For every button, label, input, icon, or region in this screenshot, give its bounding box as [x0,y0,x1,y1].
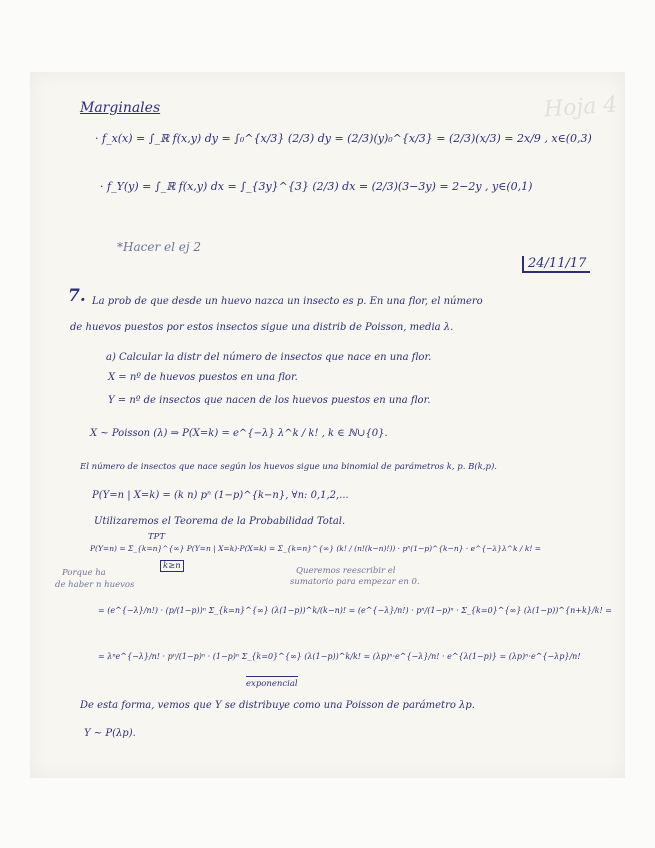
equation-reindex: = (e^{−λ}/n!) · (p/(1−p))ⁿ Σ_{k=n}^{∞} (λ(1−p))^k/(k−n)! = (e^{−λ}/n!) · pⁿ/(1−p)ⁿ · Σ_{k=0}^{∞} (λ(1−p))^{n+k}/k! = [98,606,612,615]
marginal-fy-line: · f_Y(y) = ∫_ℝ f(x,y) dx = ∫_{3y}^{3} (2/3) dx = (2/3)(3−3y) = 2−2y , y∈(0,1) [100,180,533,193]
problem-statement-line-1: La prob de que desde un huevo nazca un insecto es p. En una flor, el número [92,296,483,307]
equation-1-text: P(Y=n) = Σ_{k=n}^{∞} P(Y=n | X=k)·P(X=k) = Σ_{k=n}^{∞} (k! / (n!(k−n)!)) · pⁿ(1−p)^{k−n} · e^{−λ}λ^k / k! = [90,544,542,553]
note-hacer-ej2: *Hacer el ej 2 [117,240,202,254]
definition-x: X = nº de huevos puestos en una flor. [108,372,298,383]
binomial-statement: El número de insectos que nace según los huevos sigue una binomial de parámetros k, p. B(k,p). [80,462,497,472]
tpt-label: TPT [148,532,166,542]
total-probability-line: Utilizaremos el Teorema de la Probabilidad Total. [94,516,346,527]
margin-note-line-1: Porque ha [62,568,106,578]
equation-result: = λⁿe^{−λ}/n! · pⁿ/(1−p)ⁿ · (1−p)ⁿ Σ_{k=0}^{∞} (λ(1−p))^k/k! = (λp)ⁿ·e^{−λ}/n! · e^{λ(1−p)} = (λp)ⁿ·e^{−λp}/n! [98,652,581,661]
equation-total-probability [10,544,645,553]
part-a: a) Calcular la distr del número de insectos que nace en una flor. [106,352,432,363]
exponencial-brace-label: exponencial [246,676,298,689]
problem-number: 7. [68,286,86,306]
definition-y: Y = nº de insectos que nacen de los huevos puestos en una flor. [108,395,431,406]
problem-statement-line-2: de huevos puestos por estos insectos sigue una distrib de Poisson, media λ. [70,322,454,333]
poisson-pmf-line: X ~ Poisson (λ) ⇒ P(X=k) = e^{−λ} λ^k / k! , k ∈ ℕ∪{0}. [90,428,388,439]
reindex-note-line-2: sumatorio para empezar en 0. [290,577,420,587]
date-stamp: 24/11/17 [522,256,590,273]
conditional-probability-line: P(Y=n | X=k) = (k n) pⁿ (1−p)^{k−n}, ∀n: 0,1,2,... [92,490,349,501]
margin-note-line-2: de haber n huevos [55,580,135,590]
final-result: Y ~ P(λp). [84,728,136,739]
k-ge-n-box: k≥n [160,560,184,572]
heading-marginales: Marginales [80,100,161,116]
watermark-text: Hoja 4 [542,92,618,123]
notebook-page [30,72,625,778]
conclusion-line: De esta forma, vemos que Y se distribuye como una Poisson de parámetro λp. [80,700,475,711]
marginal-fx-line: · f_x(x) = ∫_ℝ f(x,y) dy = ∫₀^{x/3} (2/3) dy = (2/3)(y)₀^{x/3} = (2/3)(x/3) = 2x/9 , x∈(0,3) [95,132,592,145]
reindex-note-line-1: Queremos reescribir el [296,566,396,576]
